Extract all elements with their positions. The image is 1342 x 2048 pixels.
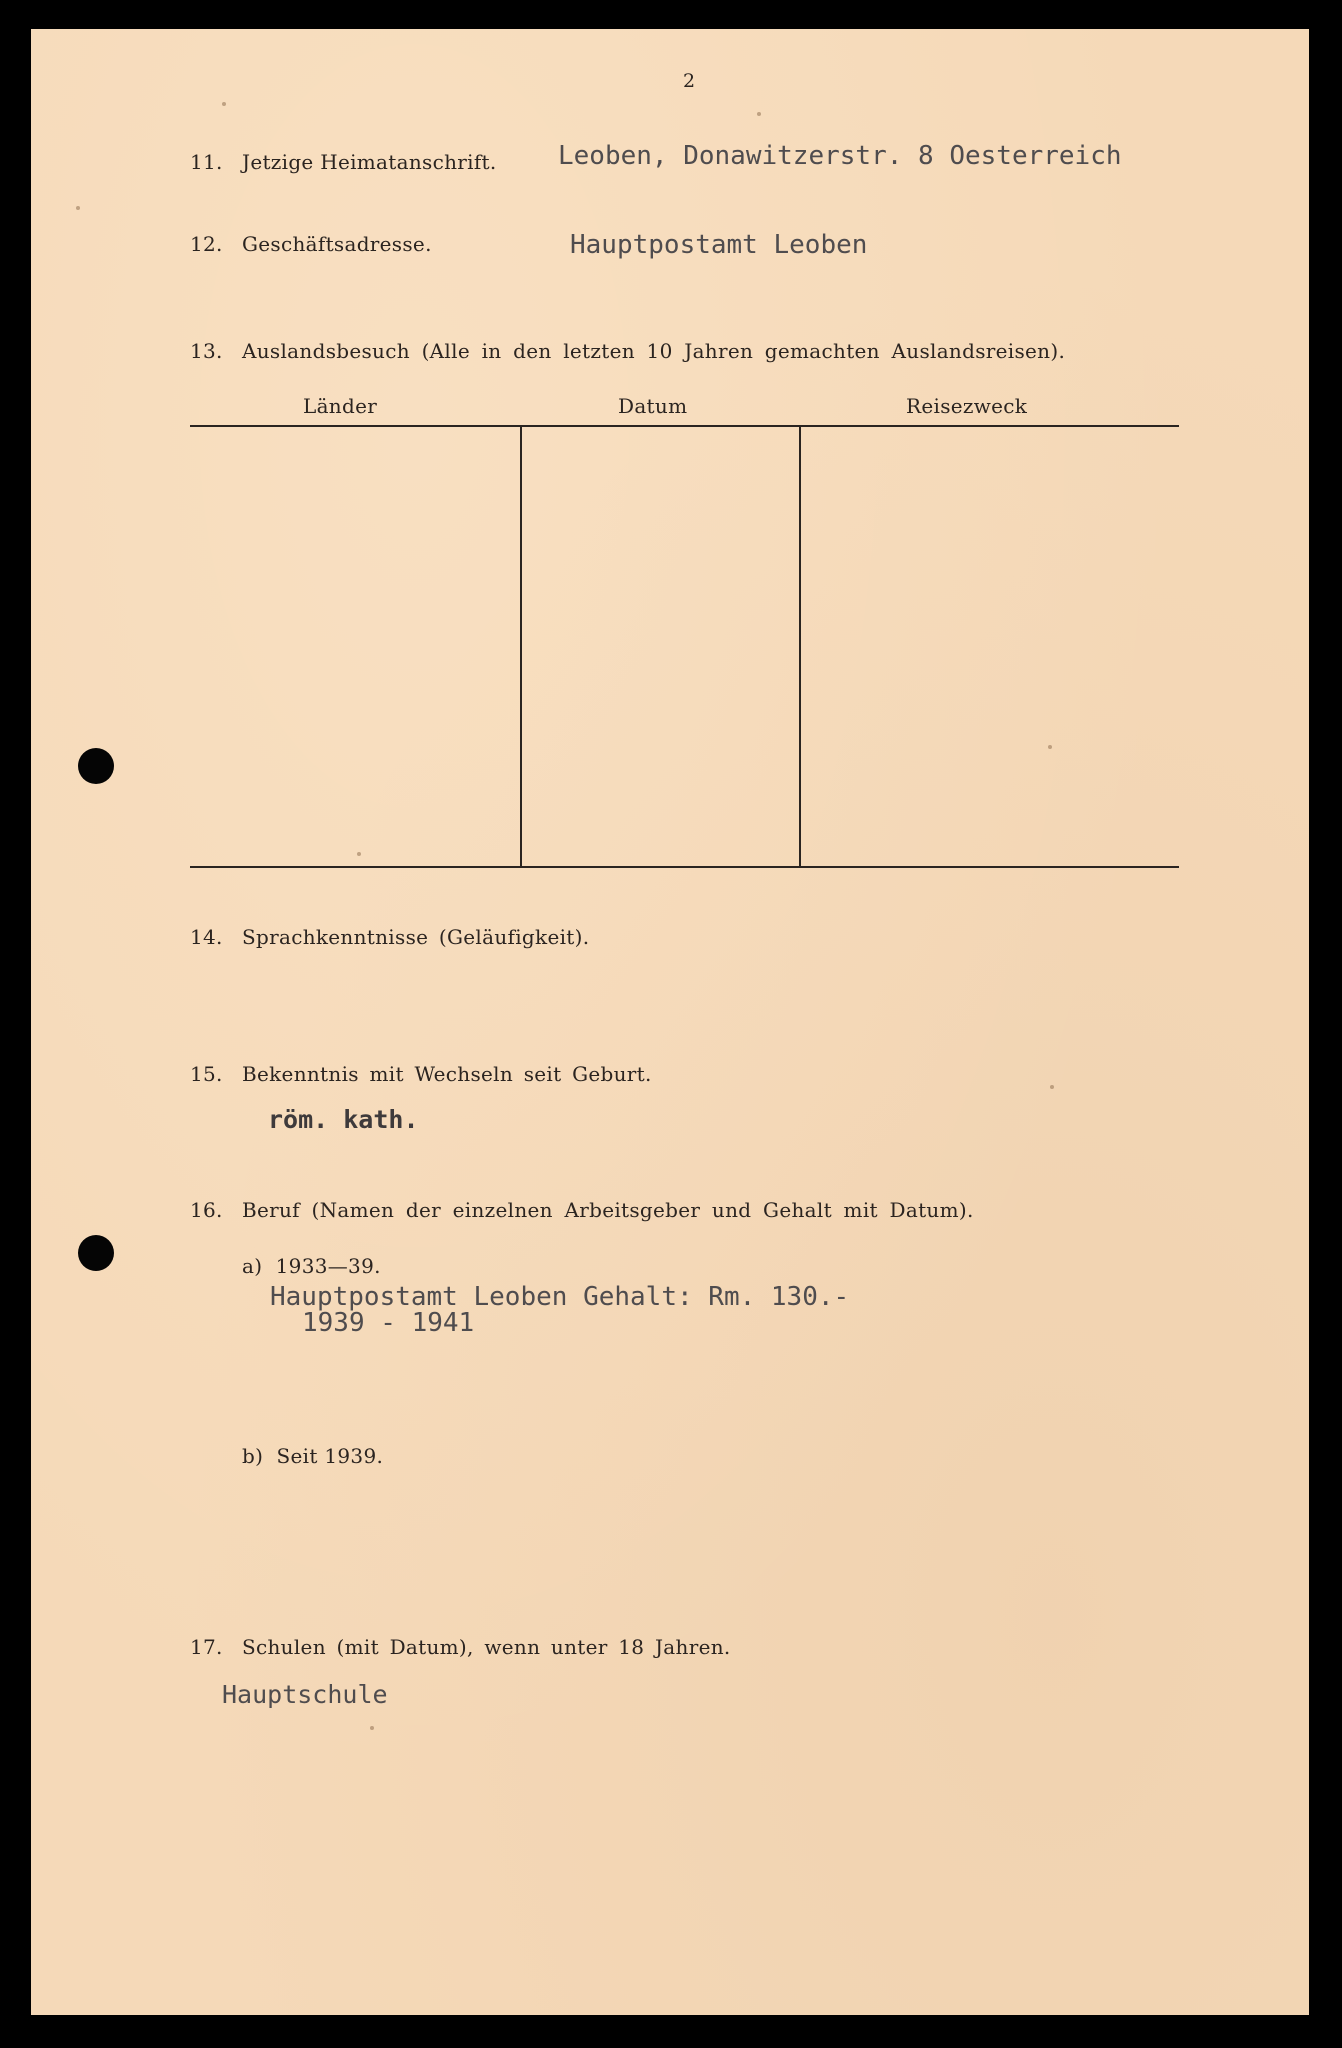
- item-13-number: 13.: [190, 339, 223, 363]
- punch-hole-lower: [78, 1235, 114, 1271]
- table-top-rule: [190, 425, 1179, 427]
- item-13-label: [190, 339, 1065, 363]
- item-17-number: 17.: [190, 1635, 223, 1659]
- paper-fleck: [370, 1726, 374, 1730]
- table-header-laender: Länder: [303, 394, 378, 418]
- punch-hole-upper: [78, 748, 114, 784]
- item-12-answer: Hauptpostamt Leoben: [570, 230, 868, 260]
- item-15-number: 15.: [190, 1062, 223, 1086]
- item-12-text: Geschäftsadresse.: [242, 232, 432, 256]
- item-16a-period: 1933—39.: [275, 1254, 381, 1278]
- item-17-answer: Hauptschule: [222, 1680, 388, 1709]
- paper-fleck: [222, 102, 226, 106]
- table-header-datum: Datum: [618, 394, 688, 418]
- item-16b-label: [242, 1444, 383, 1468]
- paper-fleck: [1050, 1085, 1054, 1089]
- item-11-answer: Leoben, Donawitzerstr. 8 Oesterreich: [558, 141, 1122, 171]
- document-page: [31, 29, 1309, 2015]
- item-16a-answer-line2: 1939 - 1941: [302, 1308, 475, 1338]
- item-15-label: [190, 1062, 652, 1086]
- paper-fleck: [76, 206, 80, 210]
- item-11-number: 11.: [190, 150, 223, 174]
- table-header-reisezweck: Reisezweck: [906, 394, 1028, 418]
- item-14-number: 14.: [190, 925, 223, 949]
- item-16a-answer-line1: Hauptpostamt Leoben Gehalt: Rm. 130.-: [270, 1282, 850, 1312]
- table-divider-1: [520, 427, 522, 867]
- item-16b-period: Seit 1939.: [276, 1444, 384, 1468]
- table-bottom-rule: [190, 866, 1179, 868]
- item-12-label: [190, 232, 432, 256]
- item-11-label: [190, 150, 497, 174]
- item-16-number: 16.: [190, 1198, 223, 1222]
- item-11-text: Jetzige Heimatanschrift.: [242, 150, 497, 174]
- item-13-text: Auslandsbesuch (Alle in den letzten 10 Jahren gemachten Auslandsreisen).: [242, 339, 1066, 363]
- item-14-text: Sprachkenntnisse (Geläufigkeit).: [242, 925, 590, 949]
- table-divider-2: [799, 427, 801, 867]
- paper-fleck: [757, 112, 761, 116]
- item-12-number: 12.: [190, 232, 223, 256]
- item-15-answer: röm. kath.: [268, 1105, 419, 1134]
- paper-fleck: [357, 852, 361, 856]
- item-14-label: [190, 925, 589, 949]
- item-16b-letter: b): [242, 1444, 264, 1468]
- item-16-text: Beruf (Namen der einzelnen Arbeitsgeber und Gehalt mit Datum).: [242, 1198, 974, 1222]
- page-number: 2: [683, 70, 696, 92]
- item-15-text: Bekenntnis mit Wechseln seit Geburt.: [242, 1062, 652, 1086]
- item-17-text: Schulen (mit Datum), wenn unter 18 Jahren.: [242, 1635, 731, 1659]
- item-17-label: [190, 1635, 731, 1659]
- paper-fleck: [1048, 745, 1052, 749]
- item-16a-label: [242, 1254, 381, 1278]
- item-16a-letter: a): [242, 1254, 263, 1278]
- item-16-label: [190, 1198, 974, 1222]
